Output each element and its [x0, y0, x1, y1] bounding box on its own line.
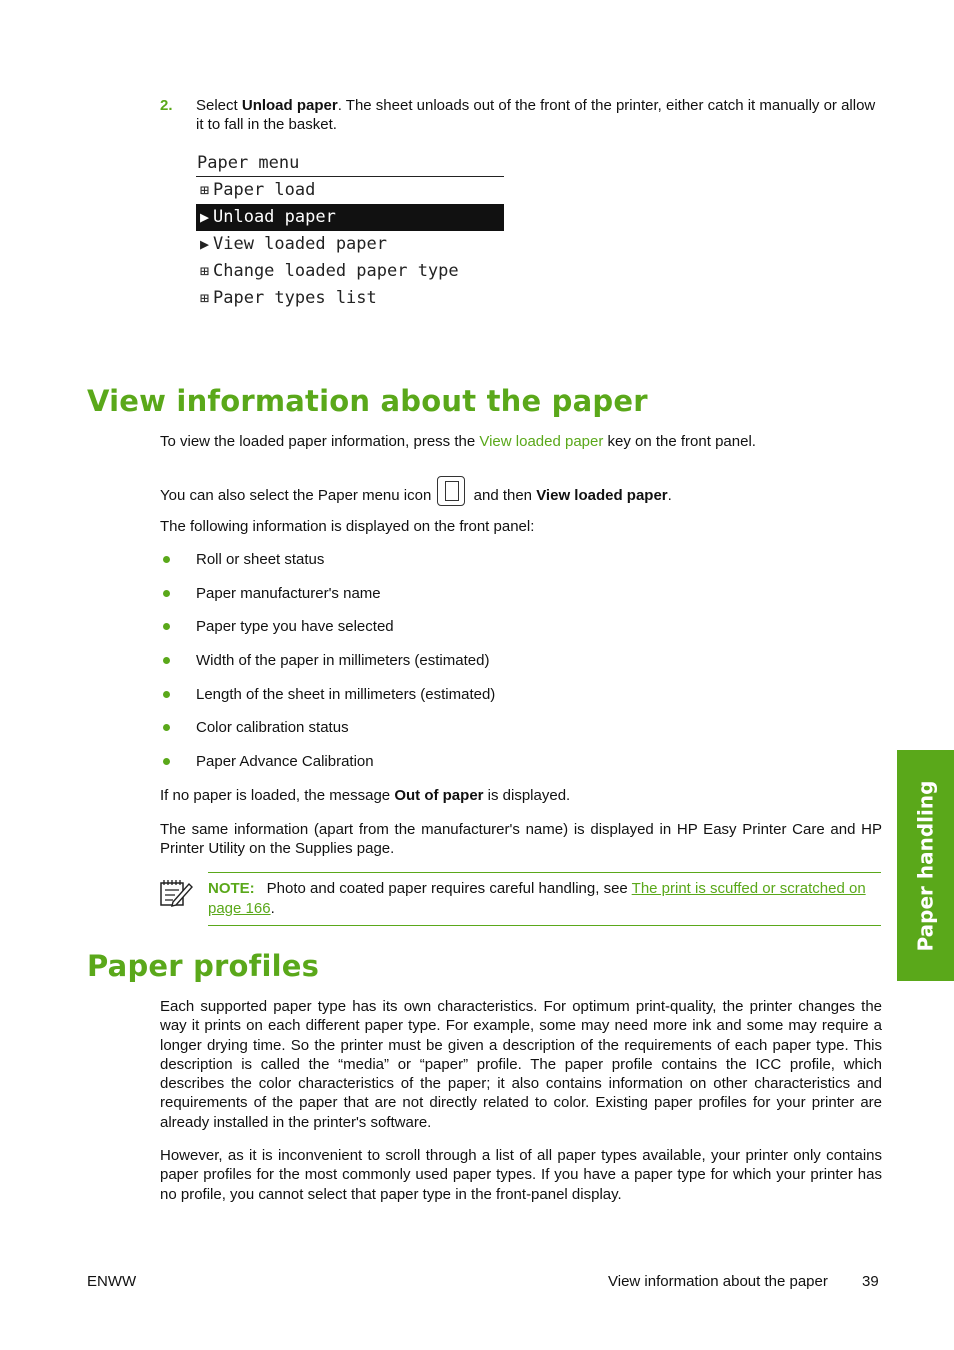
submenu-plus-icon: ⊞ — [199, 289, 210, 307]
list-item-text: Length of the sheet in millimeters (estimated) — [196, 685, 496, 703]
paragraph-paper-menu-icon — [160, 476, 882, 506]
step-2 — [160, 96, 882, 134]
paragraph-paper-profiles-2: However, as it is inconvenient to scroll through a list of all paper types available, your printer only contains paper profiles for the most commonly used paper types. If you have a paper type for which your printer has no profile, you cannot select that paper type in the front-panel display. — [160, 1147, 882, 1203]
list-item-text: Paper Advance Calibration — [196, 753, 374, 771]
menu-item-label: Unload paper — [213, 207, 336, 227]
list-item — [160, 584, 860, 618]
note-text: Photo and coated paper requires careful handling, see — [266, 880, 632, 897]
play-arrow-icon: ▶ — [199, 208, 210, 226]
bullet-icon — [163, 691, 170, 698]
note-pencil-icon — [159, 876, 193, 908]
list-item — [160, 752, 860, 786]
paper-menu-display — [196, 150, 504, 312]
submenu-plus-icon: ⊞ — [199, 181, 210, 199]
footer-left: ENWW — [87, 1273, 137, 1290]
text-run: is displayed. — [483, 787, 571, 804]
menu-item-label: View loaded paper — [213, 234, 387, 254]
unload-paper-bold: Unload paper — [241, 97, 338, 114]
note-label: NOTE: — [208, 880, 255, 897]
paper-menu-icon — [437, 476, 465, 506]
text-run: You can also select the Paper menu icon — [160, 487, 436, 504]
note-end: . — [270, 899, 275, 917]
paragraph-paper-profiles-1: Each supported paper type has its own characteristics. For optimum print-quality, the printer changes the way it prints on each different paper type. For example, some may need more ink and some may require a longer drying time. So the printer must be given a description of the requirements of each paper type. This description is called the “media” or “paper” profile. The paper profile contains the ICC profile, which describes the color characteristics of the paper; it also contains information on other characteristics and requirements of the paper that are not directly related to color. Existing paper profiles for your printer are already installed in the printer's software. — [160, 998, 882, 1131]
paper-menu-title: Paper menu — [196, 150, 504, 177]
step-number: 2. — [160, 97, 173, 114]
list-item — [160, 685, 860, 719]
list-item-text: Width of the paper in millimeters (estimated) — [196, 652, 490, 670]
list-item-text: Paper type you have selected — [196, 618, 394, 636]
paragraph-following-info: The following information is displayed on the front panel: — [160, 518, 535, 535]
list-item — [160, 651, 860, 685]
menu-item-change-loaded-paper-type[interactable] — [196, 258, 504, 285]
bullet-icon — [163, 590, 170, 597]
bullet-icon — [163, 556, 170, 563]
text-run: If no paper is loaded, the message — [160, 787, 395, 804]
view-loaded-paper-bold: View loaded paper — [536, 487, 668, 504]
text-run: To view the loaded paper information, press the — [160, 433, 480, 450]
info-bullet-list — [160, 550, 860, 786]
paragraph-out-of-paper — [160, 786, 882, 805]
text-run: and then — [469, 487, 537, 504]
list-item-text: Color calibration status — [196, 719, 349, 737]
menu-item-paper-types-list[interactable] — [196, 285, 504, 312]
out-of-paper-bold: Out of paper — [394, 787, 484, 804]
note-content — [208, 873, 881, 918]
step-rest: . The sheet unloads out of the front of the printer, either catch it manually or allow it to fall in the basket. — [196, 97, 876, 133]
list-item — [160, 617, 860, 651]
step-text — [196, 96, 882, 134]
menu-item-label: Paper load — [213, 180, 316, 200]
note-box — [208, 872, 881, 926]
bullet-icon — [163, 724, 170, 731]
list-item-text: Paper manufacturer's name — [196, 584, 381, 602]
list-item — [160, 718, 860, 752]
menu-item-label: Paper types list — [213, 288, 377, 308]
text-run: key on the front panel. — [603, 433, 756, 450]
submenu-plus-icon: ⊞ — [199, 262, 210, 280]
step-select: Select — [196, 97, 242, 114]
bullet-icon — [163, 758, 170, 765]
chapter-side-tab-label: Paper handling — [913, 780, 938, 951]
text-run: . — [667, 487, 672, 504]
menu-item-view-loaded-paper[interactable] — [196, 231, 504, 258]
list-item — [160, 550, 860, 584]
paragraph-view-loaded — [160, 432, 882, 451]
footer-page-number: 39 — [862, 1273, 879, 1290]
footer-section-title: View information about the paper — [608, 1273, 828, 1290]
play-arrow-icon: ▶ — [199, 235, 210, 253]
paragraph-same-information: The same information (apart from the manufacturer's name) is displayed in HP Easy Printer Care and HP Printer Utility on the Supplies page. — [160, 821, 882, 858]
scuffed-print-link[interactable]: The print is scuffed or scratched on page 166 — [208, 880, 866, 917]
chapter-side-tab — [897, 750, 954, 981]
heading-paper-profiles: Paper profiles — [87, 949, 320, 983]
menu-item-unload-paper[interactable] — [196, 204, 504, 231]
heading-view-information: View information about the paper — [87, 384, 648, 418]
paper-sheet-icon — [445, 481, 459, 501]
bullet-icon — [163, 657, 170, 664]
list-item-text: Roll or sheet status — [196, 551, 325, 568]
view-loaded-paper-key-link[interactable]: View loaded paper — [479, 433, 604, 450]
menu-item-paper-load[interactable] — [196, 177, 504, 204]
bullet-icon — [163, 623, 170, 630]
menu-item-label: Change loaded paper type — [213, 261, 459, 281]
